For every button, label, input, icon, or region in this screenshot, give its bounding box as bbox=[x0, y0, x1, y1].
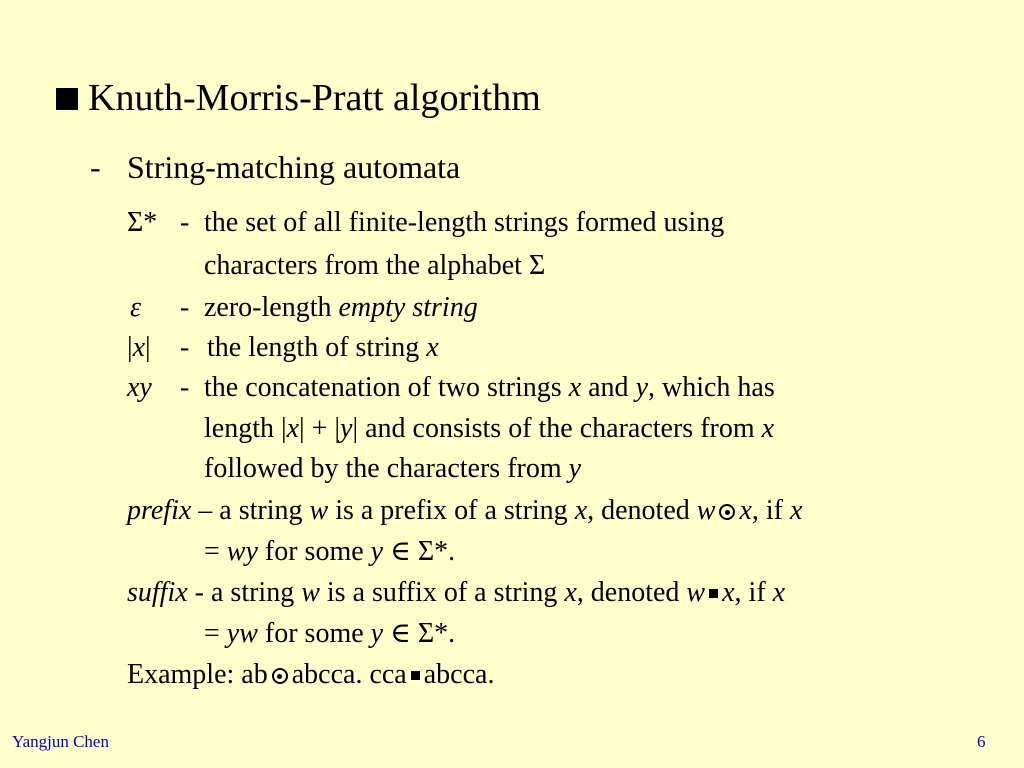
suffix-l2-a: = bbox=[204, 618, 227, 649]
def-suffix-line1 bbox=[127, 576, 785, 610]
prefix-l2-a: = bbox=[204, 536, 227, 567]
title-row bbox=[56, 76, 541, 120]
suffix-l1-x2: x bbox=[722, 577, 735, 608]
square-bullet-icon bbox=[56, 88, 78, 110]
def-concat-line2 bbox=[204, 412, 774, 446]
prefix-l2-b: for some bbox=[257, 536, 371, 567]
subheading-dash: - bbox=[90, 149, 101, 185]
suffix-l1-x: x, bbox=[564, 577, 584, 608]
concat-l3-y: y bbox=[568, 453, 582, 484]
concat-l2-x2: x bbox=[761, 413, 775, 444]
prefix-l2-wy: wy bbox=[226, 536, 258, 567]
sigma-star-term: Σ* bbox=[127, 207, 158, 238]
def-concat-term: xy bbox=[127, 372, 152, 403]
epsilon-emph: empty string bbox=[338, 292, 478, 323]
circled-dot-prefix-icon bbox=[719, 504, 735, 520]
small-square-example-icon bbox=[411, 671, 420, 680]
suffix-l2-y: y bbox=[370, 618, 384, 649]
slide-title: Knuth-Morris-Pratt algorithm bbox=[88, 77, 541, 119]
small-square-suffix-icon bbox=[709, 589, 718, 598]
suffix-l2-yw: yw bbox=[226, 618, 258, 649]
epsilon-text: zero-length bbox=[204, 292, 339, 323]
footer-page-number: 6 bbox=[977, 732, 986, 751]
prefix-l2-c: ∈ Σ*. bbox=[383, 536, 456, 567]
def-concat-dash: - bbox=[180, 372, 190, 403]
length-text-var: x bbox=[426, 332, 439, 363]
subheading-text: String-matching automata bbox=[127, 149, 461, 185]
example-line bbox=[127, 658, 494, 692]
concat-l1-y: y bbox=[635, 372, 648, 403]
suffix-l2-c: ∈ Σ*. bbox=[383, 618, 456, 649]
length-bar-right: | bbox=[145, 332, 151, 363]
length-text: the length of string bbox=[207, 332, 427, 363]
concat-l2-a: length | bbox=[204, 413, 287, 444]
def-suffix-line2 bbox=[204, 617, 455, 651]
def-sigma-star-term bbox=[127, 206, 157, 240]
concat-l1-b: and bbox=[581, 372, 636, 403]
concat-l2-y: y bbox=[340, 413, 353, 444]
suffix-l1-c: denoted bbox=[583, 577, 687, 608]
def-prefix-line1 bbox=[127, 494, 802, 528]
def-sigma-star-line1: the set of all finite-length strings formed using bbox=[204, 207, 725, 238]
footer-author: Yangjun Chen bbox=[12, 732, 109, 751]
suffix-l2-b: for some bbox=[257, 618, 371, 649]
def-length-term bbox=[127, 331, 151, 365]
suffix-l1-b: is a suffix of a string bbox=[319, 577, 565, 608]
prefix-l1-x3: x bbox=[790, 495, 803, 526]
def-epsilon-dash: - bbox=[180, 292, 190, 323]
concat-l2-b: | + | bbox=[299, 413, 341, 444]
concat-l3-a: followed by the characters from bbox=[204, 453, 569, 484]
subheading-row bbox=[90, 148, 460, 186]
suffix-l1-w: w bbox=[301, 577, 320, 608]
length-var: x bbox=[132, 332, 146, 363]
concat-l1-x: x bbox=[568, 372, 582, 403]
concat-l2-c: | and consists of the characters from bbox=[352, 413, 762, 444]
suffix-l1-d: , if bbox=[734, 577, 773, 608]
def-concat-line3 bbox=[204, 452, 581, 486]
prefix-term: prefix bbox=[127, 495, 192, 526]
suffix-l1-w2: w bbox=[686, 577, 706, 608]
example-a: Example: ab bbox=[127, 659, 268, 690]
prefix-l2-y: y bbox=[370, 536, 384, 567]
suffix-l1-a: - a string bbox=[187, 577, 302, 608]
def-epsilon-term: ε bbox=[130, 292, 142, 323]
concat-l1-a: the concatenation of two strings bbox=[204, 372, 569, 403]
def-concat-line1 bbox=[204, 371, 775, 405]
def-prefix-line2 bbox=[204, 535, 455, 569]
suffix-term: suffix bbox=[127, 577, 188, 608]
circled-dot-example-icon bbox=[272, 668, 288, 684]
def-length-dash: - bbox=[180, 332, 190, 363]
prefix-l1-w2: w bbox=[696, 495, 716, 526]
suffix-l1-x3: x bbox=[772, 577, 786, 608]
concat-l2-x: x bbox=[286, 413, 300, 444]
def-length-text bbox=[207, 331, 439, 365]
prefix-l1-x: x bbox=[574, 495, 588, 526]
example-c: abcca. bbox=[423, 659, 495, 690]
def-sigma-star-dash: - bbox=[180, 207, 190, 238]
prefix-l1-a: – a string bbox=[191, 495, 310, 526]
prefix-l1-b: is a prefix of a string bbox=[328, 495, 575, 526]
prefix-l1-d: , if bbox=[751, 495, 790, 526]
prefix-l1-x2: x bbox=[739, 495, 752, 526]
concat-l1-c: , which has bbox=[648, 372, 775, 403]
prefix-l1-c: , denoted bbox=[587, 495, 697, 526]
def-sigma-star-line2: characters from the alphabet Σ bbox=[204, 250, 546, 281]
def-epsilon-text bbox=[204, 291, 478, 325]
example-b: abcca. cca bbox=[291, 659, 407, 690]
length-bar-left: | bbox=[127, 332, 133, 363]
prefix-l1-w: w bbox=[309, 495, 329, 526]
